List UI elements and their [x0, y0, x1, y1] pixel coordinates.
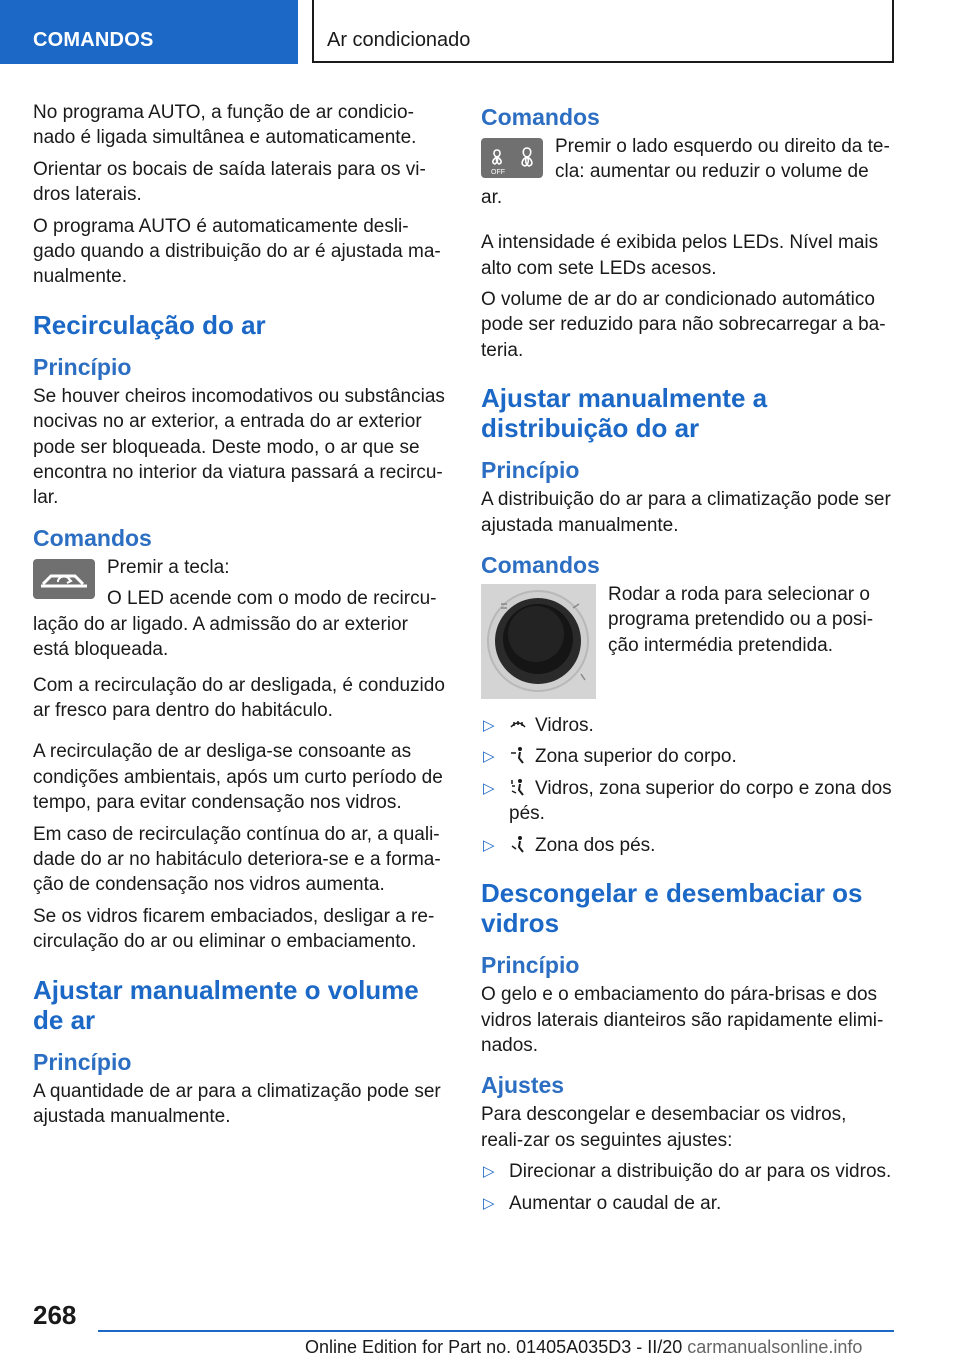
list-item: ▷ Zona superior do corpo.	[481, 744, 893, 769]
heading-controls: Comandos	[33, 524, 152, 551]
triangle-bullet-icon: ▷	[483, 748, 495, 766]
upper-body-icon	[509, 746, 527, 764]
windshield-icon	[509, 715, 527, 733]
distribution-knob-block	[481, 582, 893, 707]
left-column	[33, 100, 448, 1135]
heading-principle: Princípio	[33, 1048, 132, 1075]
paragraph: O programa AUTO é automaticamente desli-gado quando a distribuição do ar é ajustada ma-nualmente.	[33, 215, 441, 288]
paragraph: Premir a tecla:	[107, 556, 230, 578]
edition-text: Online Edition for Part no. 01405A035D3 - II/20	[305, 1337, 683, 1357]
footwell-icon	[509, 835, 527, 853]
triangle-bullet-icon: ▷	[483, 1163, 495, 1181]
recirculation-button-icon	[33, 559, 95, 599]
fan-button-icon	[481, 138, 543, 178]
heading-air-distribution: Ajustar manualmente a distribuição do ar	[481, 383, 768, 444]
paragraph: O LED acende com o modo de recircu-lação do ar ligado. A admissão do ar exterior está bloqueada.	[33, 588, 437, 661]
watermark: carmanualsonline.info	[687, 1337, 863, 1357]
recirculation-block	[33, 555, 448, 669]
distribution-list	[481, 713, 893, 858]
settings-list	[481, 1159, 893, 1216]
heading-controls: Comandos	[481, 552, 600, 579]
fan-volume-block	[481, 134, 893, 216]
list-item: ▷ Vidros, zona superior do corpo e zona dos pés.	[483, 777, 892, 825]
heading-controls: Comandos	[481, 104, 600, 130]
triangle-bullet-icon: ▷	[483, 1194, 495, 1212]
footer-edition	[305, 1337, 862, 1358]
paragraph: No programa AUTO, a função de ar condicio-nado é ligada simultânea e automaticamente.	[33, 102, 417, 149]
paragraph: A quantidade de ar para a climatização pode ser ajustada manualmente.	[33, 1080, 441, 1127]
paragraph: Se os vidros ficarem embaciados, desligar a re-circulação do ar ou eliminar o embaciamento.	[33, 905, 435, 953]
paragraph: O gelo e o embaciamento do pára-brisas e dos vidros laterais dianteiros são rapidamente elimi-nados.	[481, 984, 884, 1056]
paragraph: Em caso de recirculação contínua do ar, a quali-dade do ar no habitáculo deteriora-se e a forma-ção de condensação nos vidros aumenta.	[33, 823, 441, 896]
paragraph: Orientar os bocais de saída laterais para os vi-dros laterais.	[33, 158, 426, 206]
paragraph: Se houver cheiros incomodativos ou substâncias nocivas no ar exterior, a entrada do ar exterior pode ser bloqueada. Deste modo, o ar que se encontra no interior da viatura passará a recircu-lar.	[33, 385, 445, 509]
heading-principle: Princípio	[481, 457, 580, 484]
triangle-bullet-icon: ▷	[483, 717, 495, 735]
list-item: ▷ Vidros.	[481, 713, 893, 738]
paragraph: Com a recirculação do ar desligada, é conduzido ar fresco para dentro do habitáculo.	[33, 674, 445, 721]
paragraph: A recirculação de ar desliga-se consoante as condições ambientais, após um curto período de tempo, para evitar condensação nos vidros.	[33, 741, 443, 814]
heading-defrost: Descongelar e desembaciar os vidros	[481, 878, 863, 939]
off-label: OFF	[491, 169, 505, 176]
footer-rule	[98, 1330, 894, 1332]
heading-principle: Princípio	[33, 353, 132, 380]
page-number: 268	[33, 1300, 77, 1330]
right-column	[481, 100, 893, 1224]
triangle-bullet-icon: ▷	[483, 779, 495, 797]
list-item: ▷ Direcionar a distribuição do ar para os vidros.	[481, 1159, 893, 1184]
heading-air-volume: Ajustar manualmente o volume de ar	[33, 974, 419, 1035]
distribution-knob-image	[481, 584, 596, 699]
paragraph: O volume de ar do ar condicionado automático pode ser reduzido para não sobrecarregar a ba-teria.	[481, 289, 886, 361]
heading-recirculation: Recirculação do ar	[33, 309, 266, 340]
page-title: Ar condicionado	[312, 0, 894, 63]
windows-body-feet-icon	[509, 778, 527, 796]
paragraph: A intensidade é exibida pelos LEDs. Nível mais alto com sete LEDs acesos.	[481, 232, 879, 279]
paragraph: A distribuição do ar para a climatização pode ser ajustada manualmente.	[481, 489, 891, 536]
paragraph: Rodar a roda para selecionar o programa pretendido ou a posi-ção intermédia pretendida.	[608, 584, 874, 656]
section-tab: COMANDOS	[0, 0, 298, 64]
heading-principle: Princípio	[481, 952, 580, 979]
list-item: ▷ Aumentar o caudal de ar.	[481, 1191, 893, 1216]
list-item: ▷ Zona dos pés.	[481, 833, 893, 858]
paragraph: Para descongelar e desembaciar os vidros, reali-zar os seguintes ajustes:	[481, 1104, 847, 1151]
paragraph: Premir o lado esquerdo ou direito da te-cla: aumentar ou reduzir o volume de ar.	[481, 136, 890, 208]
triangle-bullet-icon: ▷	[483, 836, 495, 854]
heading-settings: Ajustes	[481, 1072, 565, 1099]
